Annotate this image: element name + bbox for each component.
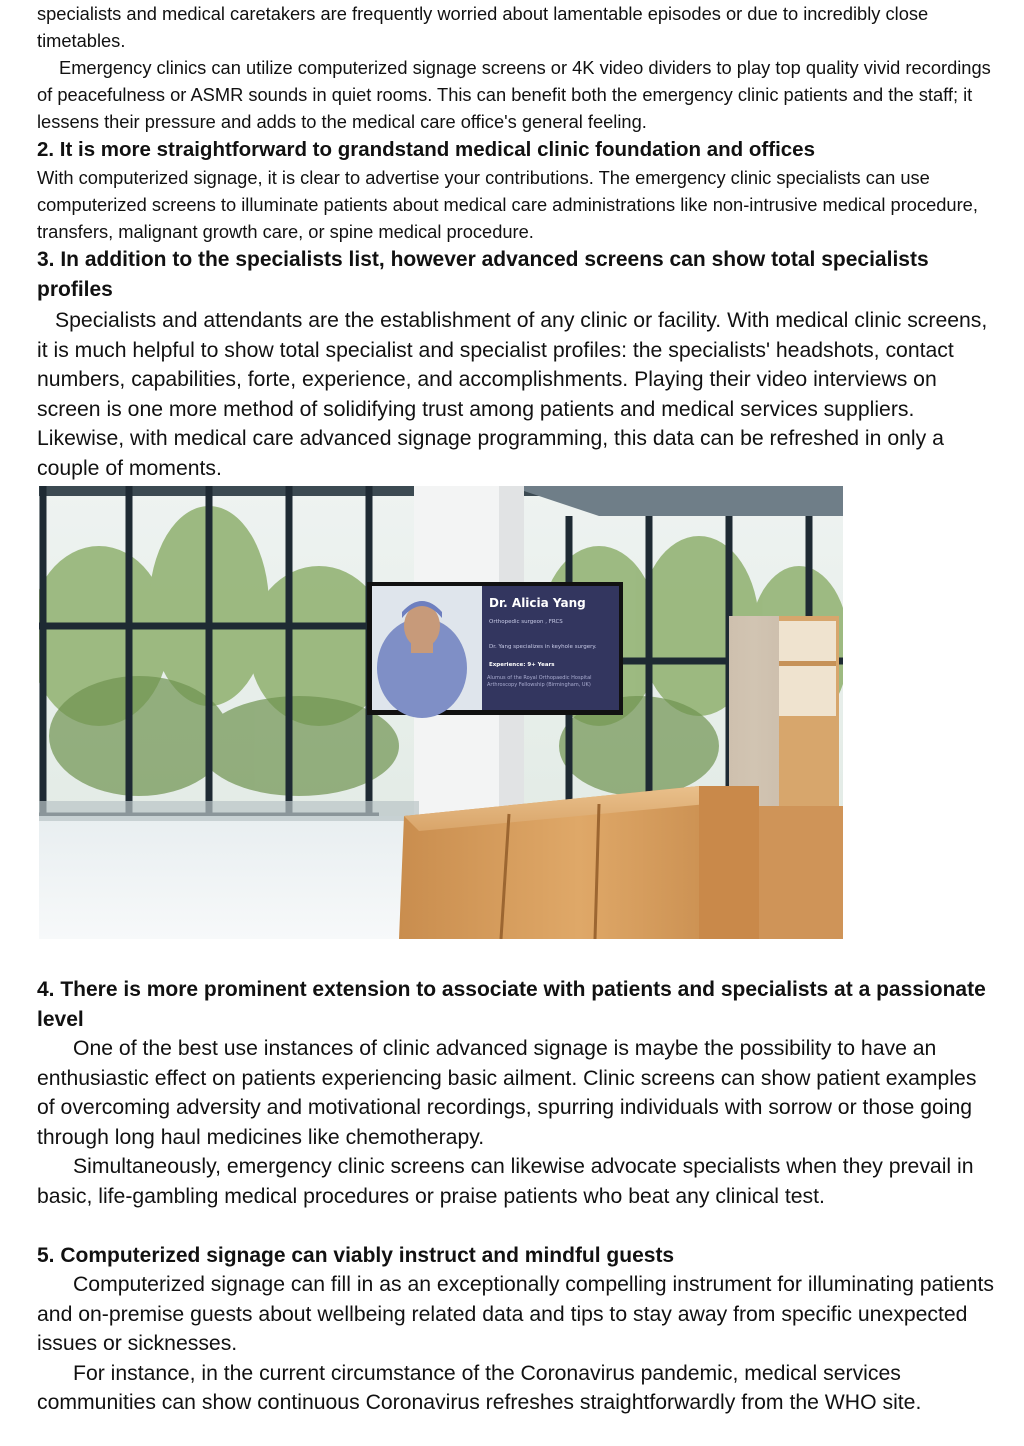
section-3-body: Specialists and attendants are the establishment of any clinic or facility. With medical clinic screens, it is much helpful to show total specialist and specialist profiles: the specialists' headshots, contact numbers, capabilities, forte, experience, and accomplishments. Playing their video interviews on screen is one more method of solidifying trust among patients and medical services suppliers. Likewise, with medical care advanced signage programming, this data can be refreshed in only a couple of moments. <box>37 309 988 480</box>
intro-paragraph-2: Emergency clinics can utilize computerized signage screens or 4K video dividers to play top quality vivid recordings of peacefulness or ASMR sounds in quiet rooms. This can benefit both the emergency clinic patients and the staff; it lessens their pressure and adds to the medical care office's general feeling. <box>37 57 991 132</box>
intro-paragraph-1: specialists and medical caretakers are frequently worried about lamentable episodes or due to incredibly close timetables. <box>37 3 929 51</box>
hospital-lobby-photo <box>39 486 843 939</box>
lobby-illustration <box>39 486 843 939</box>
screen-doctor-name: Dr. Alicia Yang <box>489 596 586 610</box>
paragraph-gap <box>37 1211 997 1241</box>
section-5-paragraph-2: For instance, in the current circumstance of the Coronavirus pandemic, medical services communities can show continuous Coronavirus refreshes straightforwardly from the WHO site. <box>37 1361 922 1414</box>
section-5-paragraph-1: Computerized signage can fill in as an exceptionally compelling instrument for illuminating patients and on-premise guests about wellbeing related data and tips to stay away from specific unexpected issues or sicknesses. <box>37 1273 994 1355</box>
section-4-heading: 4. There is more prominent extension to associate with patients and specialists at a passionate level <box>37 978 986 1031</box>
section-2-heading: 2. It is more straightforward to grandstand medical clinic foundation and offices <box>37 138 815 161</box>
section-2-body: With computerized signage, it is clear to advertise your contributions. The emergency clinic specialists can use computerized screens to illuminate patients about medical care administrations like non-intrusive medical procedure, transfers, malignant growth care, or spine medical procedure. <box>37 167 978 242</box>
screen-doctor-title: Orthopedic surgeon , FRCS <box>489 619 563 625</box>
section-3-heading: 3. In addition to the specialists list, however advanced screens can show total specialists profiles <box>37 248 929 301</box>
screen-doctor-description: Dr. Yang specializes in keyhole surgery. <box>489 644 597 650</box>
screen-doctor-experience: Experience: 9+ Years <box>489 662 555 668</box>
section-4-paragraph-1: One of the best use instances of clinic advanced signage is maybe the possibility to have an enthusiastic effect on patients experiencing basic ailment. Clinic screens can show patient examples of overcoming adversity and motivational recordings, spurring individuals with sorrow or those going through long haul medicines like chemotherapy. <box>37 1037 977 1149</box>
section-5-heading: 5. Computerized signage can viably instruct and mindful guests <box>37 1243 675 1267</box>
signage-screen <box>367 582 623 718</box>
intro-block <box>37 0 997 304</box>
screen-doctor-alumni: Alumus of the Royal Orthopaedic Hospital Arthroscopy Fellowship (Birmingham, UK) <box>487 675 592 688</box>
section-3-block <box>37 306 997 483</box>
sections-4-5-block <box>37 975 997 1418</box>
section-4-paragraph-2: Simultaneously, emergency clinic screens can likewise advocate specialists when they prevail in basic, life-gambling medical procedures or praise patients who beat any clinical test. <box>37 1155 974 1208</box>
